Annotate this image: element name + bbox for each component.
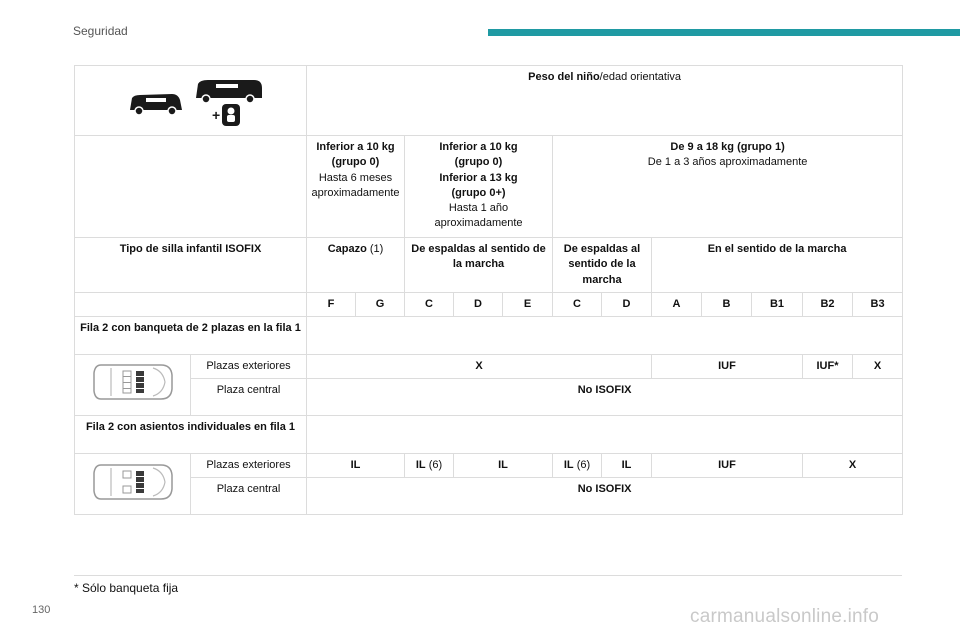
size-class: G — [356, 292, 405, 316]
outer-seats-label: Plazas exteriores — [191, 354, 307, 378]
footnote-divider — [74, 575, 902, 576]
capazo-note: (1) — [366, 243, 384, 256]
central-value: No ISOFIX — [307, 478, 903, 515]
size-class: B2 — [803, 292, 853, 316]
footnote: * Sólo banqueta fija — [74, 581, 179, 595]
empty-cell — [75, 136, 307, 238]
isofix-table — [74, 65, 903, 515]
value-bold: IUF — [718, 459, 736, 472]
value-note: (6) — [573, 459, 591, 472]
empty-cell — [307, 316, 903, 354]
value-bold: IL — [350, 459, 361, 472]
car-top-view-icon — [91, 459, 175, 505]
group-0plus-cell — [405, 136, 553, 238]
group-line: Inferior a 13 kg — [439, 171, 518, 184]
size-class: C — [553, 292, 602, 316]
size-class: D — [454, 292, 503, 316]
group-line: (grupo 0) — [331, 156, 380, 169]
group-line: Hasta 1 año — [448, 201, 509, 214]
van-tall-icon — [196, 80, 262, 103]
size-class: C — [405, 292, 454, 316]
rear-facing-cell: De espaldas al sentido de la marcha — [405, 238, 553, 293]
watermark: carmanualsonline.info — [690, 606, 880, 627]
value-bold: IL — [415, 459, 426, 472]
value-cell: X — [853, 354, 903, 378]
group-1-cell — [553, 136, 903, 238]
capazo-label: Capazo — [327, 243, 367, 256]
outer-seats-label: Plazas exteriores — [191, 454, 307, 478]
value-cell: IUF — [652, 354, 803, 378]
seat-type-label: Tipo de silla infantil ISOFIX — [75, 238, 307, 293]
group-0-cell — [307, 136, 405, 238]
group-line: aproximadamente — [311, 186, 400, 199]
weight-header-bold: Peso del niño — [528, 71, 600, 83]
value-cell — [553, 454, 602, 478]
value-cell — [405, 454, 454, 478]
size-class: A — [652, 292, 702, 316]
empty-cell — [307, 416, 903, 454]
value-note: (6) — [425, 459, 443, 472]
value-cell — [602, 454, 652, 478]
value-cell: IUF* — [803, 354, 853, 378]
size-class: E — [503, 292, 553, 316]
central-value: No ISOFIX — [307, 379, 903, 416]
vehicle-icons-cell — [75, 66, 307, 136]
value-cell — [652, 454, 803, 478]
group-line: aproximadamente — [434, 217, 523, 230]
size-class: D — [602, 292, 652, 316]
size-class: B3 — [853, 292, 903, 316]
section2-title: Fila 2 con asientos individuales en fila 1 — [75, 416, 307, 454]
group-line: De 9 a 18 kg (grupo 1) — [670, 141, 785, 154]
header-accent-bar — [488, 29, 960, 36]
group-line: (grupo 0+) — [451, 186, 506, 199]
group-line: Hasta 6 meses — [318, 171, 393, 184]
group-line: Inferior a 10 kg — [316, 141, 395, 154]
section-title: Seguridad — [73, 24, 128, 38]
size-class-row — [75, 292, 903, 316]
car-diagram-cell — [75, 354, 191, 415]
value-cell — [454, 454, 553, 478]
page-number: 130 — [32, 604, 51, 616]
value-bold: X — [848, 459, 857, 472]
size-class: B1 — [752, 292, 803, 316]
group-line: (grupo 0) — [454, 156, 503, 169]
size-class: F — [307, 292, 356, 316]
weight-header — [307, 66, 903, 136]
car-top-view-icon — [91, 359, 175, 405]
empty-cell — [75, 292, 307, 316]
weight-header-rest: /edad orientativa — [599, 71, 682, 83]
car-diagram-cell — [75, 454, 191, 515]
svg-text:+: + — [211, 107, 220, 123]
value-bold: IL — [621, 459, 632, 472]
forward-facing-cell: En el sentido de la marcha — [652, 238, 903, 293]
central-seat-label: Plaza central — [191, 379, 307, 416]
section1-title: Fila 2 con banqueta de 2 plazas en la fila 1 — [75, 316, 307, 354]
value-cell — [803, 454, 903, 478]
value-cell — [307, 454, 405, 478]
value-bold: IL — [498, 459, 508, 472]
capazo-cell — [307, 238, 405, 293]
value-bold: IL — [563, 459, 574, 472]
group-line: De 1 a 3 años aproximadamente — [647, 156, 808, 169]
value-cell: X — [307, 354, 652, 378]
central-seat-label: Plaza central — [191, 478, 307, 515]
size-class: B — [702, 292, 752, 316]
child-seat-icon — [212, 104, 240, 126]
van-icon — [130, 94, 182, 115]
van-icons — [116, 68, 266, 128]
rear-facing-cell-2: De espaldas al sentido de la marcha — [553, 238, 652, 293]
group-line: Inferior a 10 kg — [439, 141, 518, 154]
